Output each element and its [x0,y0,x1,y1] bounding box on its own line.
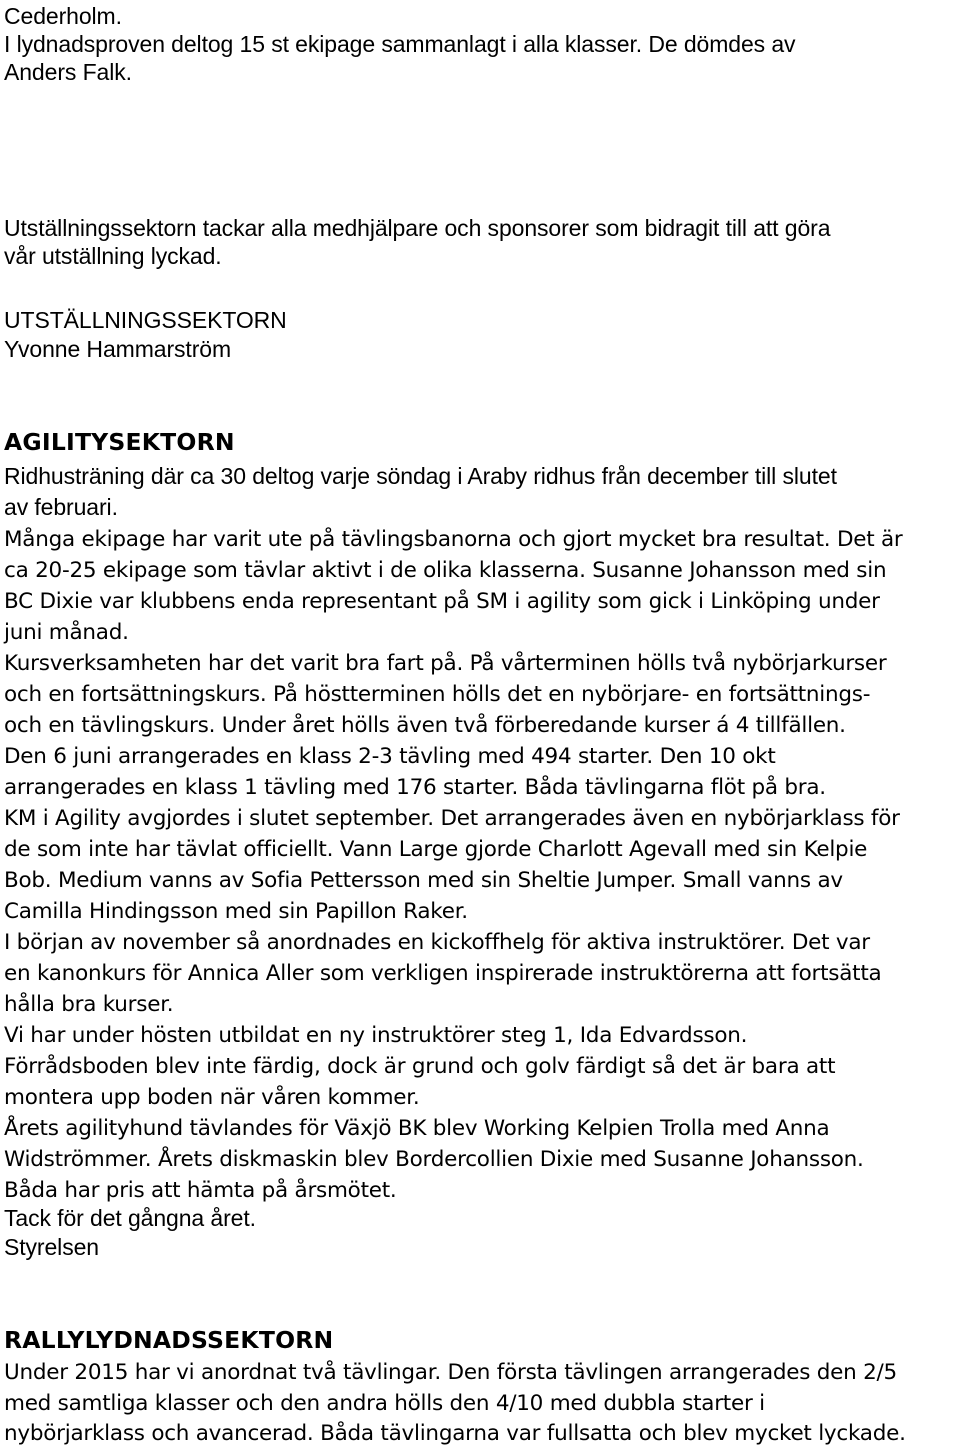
agility-line: Den 6 juni arrangerades en klass 2-3 tävling med 494 starter. Den 10 okt [4,744,776,769]
closing-signature: Styrelsen [4,1234,99,1260]
closing-line: Tack för det gångna året. [4,1205,256,1231]
thanks-line: vår utställning lyckad. [4,243,222,269]
agility-line: Camilla Hindingsson med sin Papillon Raker. [4,899,468,924]
agility-line: hålla bra kurser. [4,992,174,1017]
agility-line: Bob. Medium vanns av Sofia Pettersson med sin Sheltie Jumper. Small vanns av [4,868,843,893]
thanks-line: Utställningssektorn tackar alla medhjälpare och sponsorer som bidragit till att göra [4,215,831,241]
agility-line: Årets agilityhund tävlandes för Växjö BK blev Working Kelpien Trolla med Anna [4,1116,830,1141]
sector-signature-title: UTSTÄLLNINGSSEKTORN [4,307,287,333]
agility-line: en kanonkurs för Annica Aller som verkligen inspirerade instruktörerna att fortsätta [4,961,882,986]
agility-line: juni månad. [4,620,129,645]
agility-line: de som inte har tävlat officiellt. Vann Large gjorde Charlott Agevall med sin Kelpie [4,837,868,862]
rallylydnad-line: nybörjarklass och avancerad. Båda tävlingarna var fullsatta och blev mycket lyckade. [4,1421,906,1446]
intro-line: Cederholm. [4,3,122,29]
agility-line: montera upp boden när våren kommer. [4,1085,420,1110]
agility-line: Kursverksamheten har det varit bra fart på. På vårterminen hölls två nybörjarkurser [4,651,887,676]
agility-line: och en tävlingskurs. Under året hölls även två förberedande kurser á 4 tillfällen. [4,713,846,738]
intro-line: I lydnadsproven deltog 15 st ekipage sammanlagt i alla klasser. De dömdes av [4,31,796,57]
intro-line: Anders Falk. [4,59,132,85]
agility-line: KM i Agility avgjordes i slutet september. Det arrangerades även en nybörjarklass för [4,806,900,831]
agility-line: ca 20-25 ekipage som tävlar aktivt i de olika klasserna. Susanne Johansson med sin [4,558,887,583]
rallylydnad-heading: RALLYLYDNADSSEKTORN [4,1326,334,1354]
sector-signature-name: Yvonne Hammarström [4,336,231,362]
agility-line: Widströmmer. Årets diskmaskin blev Bordercollien Dixie med Susanne Johansson. [4,1147,864,1172]
agility-heading: AGILITYSEKTORN [4,428,235,456]
agility-line: I början av november så anordnades en kickoffhelg för aktiva instruktörer. Det var [4,930,870,955]
agility-line: av februari. [4,494,118,520]
agility-line: Vi har under hösten utbildat en ny instruktörer steg 1, Ida Edvardsson. [4,1023,748,1048]
agility-line: arrangerades en klass 1 tävling med 176 starter. Båda tävlingarna flöt på bra. [4,775,826,800]
agility-line: och en fortsättningskurs. På höstterminen hölls det en nybörjare- en fortsättnings- [4,682,871,707]
agility-line: Många ekipage har varit ute på tävlingsbanorna och gjort mycket bra resultat. Det är [4,527,903,552]
agility-line: BC Dixie var klubbens enda representant på SM i agility som gick i Linköping under [4,589,880,614]
agility-line: Ridhusträning där ca 30 deltog varje söndag i Araby ridhus från december till slutet [4,463,837,489]
agility-line: Förrådsboden blev inte färdig, dock är grund och golv färdigt så det är bara att [4,1054,836,1079]
agility-line: Båda har pris att hämta på årsmötet. [4,1178,397,1203]
rallylydnad-line: Under 2015 har vi anordnat två tävlingar. Den första tävlingen arrangerades den 2/5 [4,1360,897,1385]
rallylydnad-line: med samtliga klasser och den andra hölls den 4/10 med dubbla starter i [4,1391,765,1416]
